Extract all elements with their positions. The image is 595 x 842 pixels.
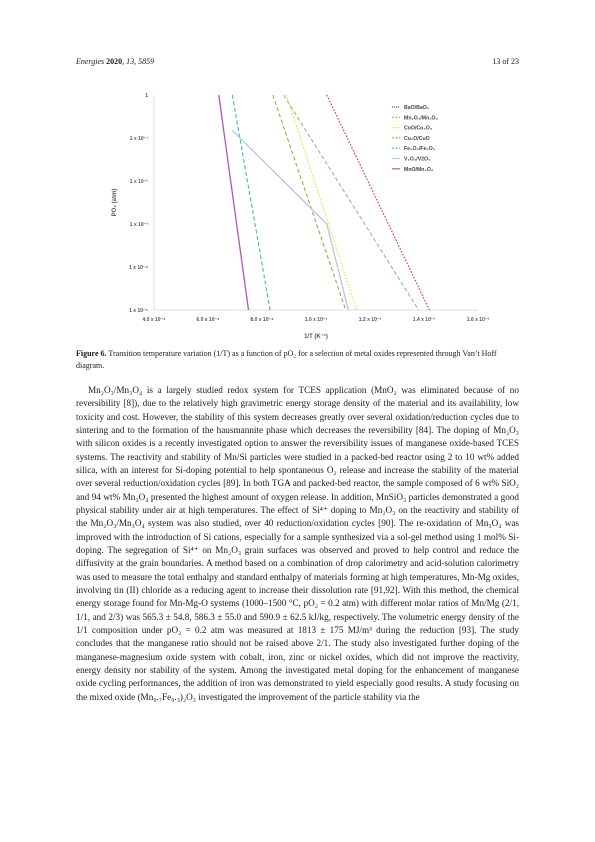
legend-label: Mn₂O₄/Mn₂O₃ — [404, 115, 438, 122]
legend-label: CoO/Co₃O₄ — [404, 125, 433, 132]
journal-year: 2020 — [106, 57, 123, 66]
x-tick-label: 6.0 x 10⁻⁴ — [196, 317, 220, 323]
legend-label: MnO/Mn₃O₄ — [404, 166, 434, 173]
page-number: 13 of 23 — [492, 57, 519, 66]
figure-caption — [76, 348, 519, 372]
series-line — [232, 95, 270, 310]
legend-label: BaO/BaO₂ — [404, 105, 430, 111]
body-paragraph: Mn₂O₃/Mn₃O₄ is a largely studied redox system for TCES application (MnO₂ was eliminated because of no reversibility [8]), due to the relatively high gravimetric energy storage density of the material and its availability, low toxicity and cost. However, the stability of this system decreases greatly over several oxidation/reduction cycles due to sintering and to the formation of the hausmannite phase which decreases the reversibility [84]. The doping of Mn₂O₃ with silicon oxides is a recently investigated option to answer the reversibility issues of manganese oxide-based TCES systems. The reactivity and stability of Mn/Si particles were studied in a packed-bed reactor using 2 to 10 wt% added silica, with an interest for Si-doping potential to help spontaneous O₂ release and increase the stability of the material over several reduction/oxidation cycles [89]. In both TGA and packed-bed reactor, the sample composed of 6 wt% SiO₂ and 94 wt% Mn₃O₄ presented the highest amount of oxygen release. In addition, MnSiO₃ particles demonstrated a good physical stability under air at high temperatures. The effect of Si⁴⁺ doping to Mn₂O₃ on the reactivity and stability of the Mn₂O₃/Mn₃O₄ system was also studied, over 40 reduction/oxidation cycles [90]. The re-oxidation of Mn₃O₄ was improved with the introduction of Si cations, especially for a sample synthesized via a sol-gel method using 1 mol% Si-doping. The segregation of Si⁴⁺ on Mn₂O₃ grain surfaces was observed and proved to help control and reduce the diffusivity at the grain boundaries. A method based on a combination of drop calorimetry and acid-solution calorimetry was used to measure the total enthalpy and standard enthalpy of materials forming at high temperatures, Mn-Mg oxides, involving tin (II) chloride as a reducing agent to increase their dissolution rate [91,92]. With this method, the chemical energy storage found for Mn-Mg-O systems (1000–1500 °C, pO₂ = 0.2 atm) with different molar ratios of Mn/Mg (2/1, 1/1, and 2/3) was 565.3 ± 54.8, 586.3 ± 55.0 and 590.9 ± 62.5 kJ/kg, respectively. The volumetric energy density of the 1/1 composition under pO₂ = 0.2 atm was measured at 1813 ± 175 MJ/m³ during the reduction [93]. The study concludes that the manganese ratio should not be raised above 2/1. The study also investigated further doping of the manganese-magnesium oxide system with cobalt, iron, zinc or nickel oxides, which did not improve the reactivity, energy density nor stability of the system. Among the investigated metal doping for the enhancement of manganese oxide cycling performances, the addition of iron was demonstrated to yield especially good results. A study focusing on the mixed oxide (Mn₀.₇Fe₀.₃)₂O₃ investigated the improvement of the particle stability via the — [76, 385, 519, 702]
x-tick-label: 4.0 x 10⁻⁴ — [142, 317, 166, 323]
article-number: 5859 — [138, 57, 155, 66]
y-tick-label: 1 — [145, 93, 148, 99]
y-tick-label: 1 x 10⁻³ — [129, 222, 148, 228]
y-tick-label: 1 x 10⁻⁴ — [128, 265, 148, 271]
y-tick-label: 1 x 10⁻² — [129, 179, 148, 185]
journal-volume: 13 — [126, 57, 135, 66]
series-line — [219, 95, 249, 310]
y-tick-label: 1 x 10⁻⁵ — [129, 308, 148, 314]
series-line — [232, 130, 348, 310]
chart-svg — [76, 82, 519, 344]
x-tick-label: 1.4 x 10⁻³ — [412, 317, 436, 323]
x-tick-label: 1.0 x 10⁻³ — [304, 317, 328, 323]
legend-label: V₂O₄/V2O₅ — [404, 156, 431, 163]
series-line — [273, 95, 346, 310]
figure-6-chart — [76, 82, 519, 344]
caption-label: Figure 6. — [76, 349, 107, 358]
x-tick-label: 1.6 x 10⁻³ — [466, 317, 490, 323]
x-tick-label: 1.2 x 10⁻³ — [358, 317, 382, 323]
y-tick-label: 1 x 10⁻¹ — [129, 136, 148, 142]
y-axis-label: PO₂ (atm) — [112, 188, 118, 217]
legend-label: Cu₂O/CuO — [404, 135, 430, 142]
journal-name: Energies — [76, 57, 105, 66]
x-axis-label: 1/T (K⁻¹) — [304, 334, 328, 340]
x-tick-label: 8.0 x 10⁻⁴ — [250, 317, 274, 323]
legend-label: Fe₃O₄/Fe₂O₃ — [404, 146, 436, 153]
body-text-block — [76, 384, 519, 704]
journal-citation: Energies 2020, 13, 5859 — [76, 57, 155, 66]
page-header — [76, 57, 519, 69]
caption-text: Transition temperature variation (1/T) as a function of pO₂ for a selection of metal oxides represented through Van’t Hoff diagram. — [76, 349, 497, 370]
series-line — [286, 95, 356, 310]
